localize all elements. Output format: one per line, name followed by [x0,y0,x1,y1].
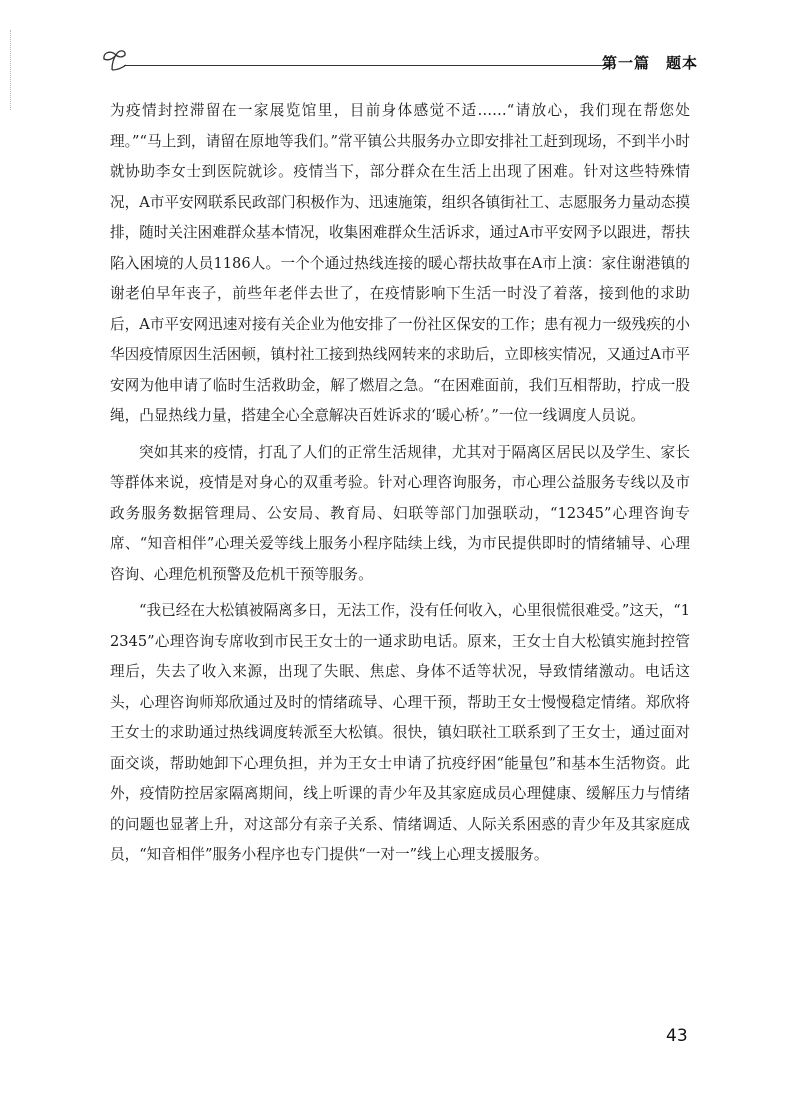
paragraph-1: 为疫情封控滞留在一家展览馆里，目前身体感觉不适……“请放心，我们现在帮您处理。”“马上到，请留在原地等我们。”常平镇公共服务办立即安排社工赶到现场，不到半小时就协助李女士到医院就诊。疫情当下，部分群众在生活上出现了困难。针对这些特殊情况，A市平安网联系民政部门积极作为、迅速施策，组织各镇街社工、志愿服务力量动态摸排，随时关注困难群众基本情况，收集困难群众生活诉求，通过A市平安网予以跟进，帮扶陷入困境的人员1186人。一个个通过热线连接的暖心帮扶故事在A市上演：家住谢港镇的谢老伯早年丧子，前些年老伴去世了，在疫情影响下生活一时没了着落，接到他的求助后，A市平安网迅速对接有关企业为他安排了一份社区保安的工作；患有视力一级残疾的小华因疫情原因生活困顿，镇村社工接到热线网转来的求助后，立即核实情况，又通过A市平安网为他申请了临时生活救助金，解了燃眉之急。“在困难面前，我们互相帮助，拧成一股绳，凸显热线力量，搭建全心全意解决百姓诉求的‘暖心桥’。”一位一线调度人员说。 [110,102,690,424]
sprout-ornament-icon [98,46,128,76]
paragraph-2: 突如其来的疫情，打乱了人们的正常生活规律，尤其对于隔离区居民以及学生、家长等群体来说，疫情是对身心的双重考验。针对心理咨询服务，市心理公益服务专线以及市政务服务数据管理局、公安局、教育局、妇联等部门加强联动，“12345”心理咨询专席、“知音相伴”心理关爱等线上服务小程序陆续上线，为市民提供即时的情绪辅导、心理咨询、心理危机预警及危机干预等服务。 [110,443,690,583]
running-header [98,44,698,78]
page-number: 43 [666,1026,688,1046]
body-text [110,96,690,871]
binding-dots [10,30,13,110]
header-rule [124,65,612,66]
section-title: 第一篇 题本 [601,54,698,72]
paragraph-3: “我已经在大松镇被隔离多日，无法工作，没有任何收入，心里很慌很难受。”这天，“12345”心理咨询专席收到市民王女士的一通求助电话。原来，王女士自大松镇实施封控管理后，失去了收入来源，出现了失眠、焦虑、身体不适等状况，导致情绪激动。电话这头，心理咨询师郑欣通过及时的情绪疏导、心理干预，帮助王女士慢慢稳定情绪。郑欣将王女士的求助通过热线调度转派至大松镇。很快，镇妇联社工联系到了王女士，通过面对面交谈，帮助她卸下心理负担，并为王女士申请了抗疫纾困“能量包”和基本生活物资。此外，疫情防控居家隔离期间，线上听课的青少年及其家庭成员心理健康、缓解压力与情绪的问题也显著上升，对这部分有亲子关系、情绪调适、人际关系困惑的青少年及其家庭成员，“知音相伴”服务小程序也专门提供“一对一”线上心理支援服务。 [110,602,690,863]
